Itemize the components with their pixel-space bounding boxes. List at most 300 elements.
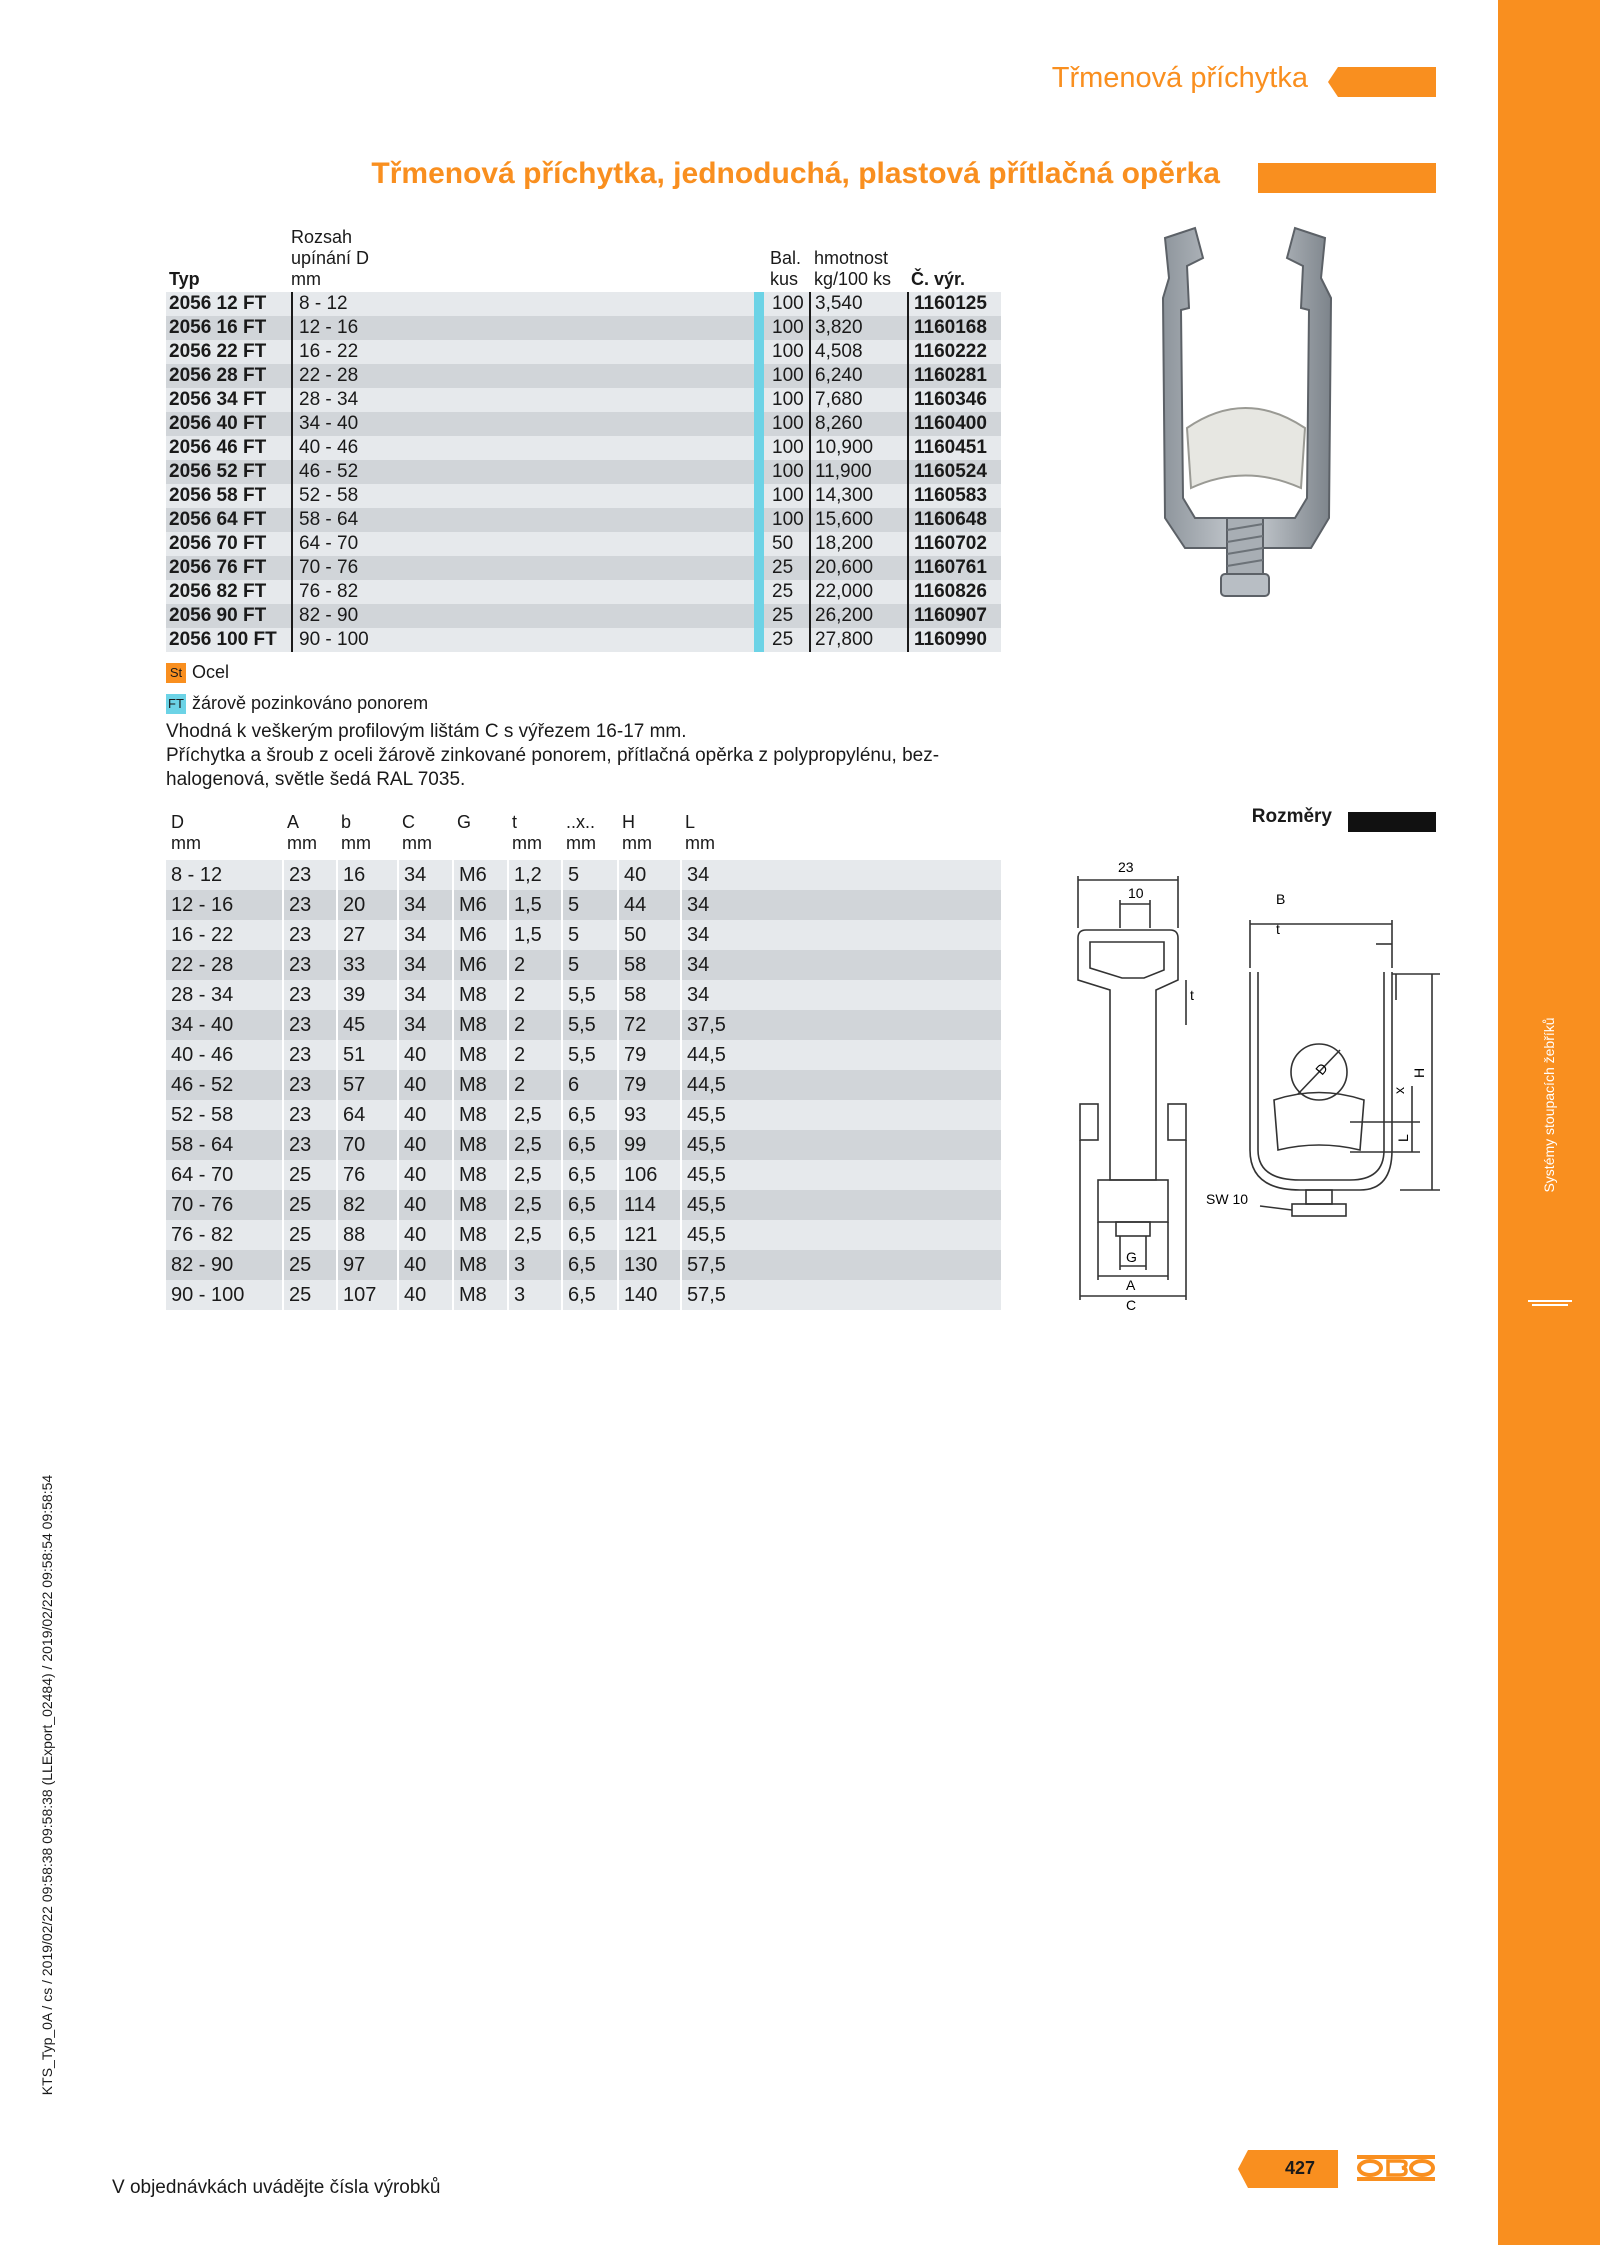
cell-mass: 3,540 [809,292,863,316]
table-row [166,860,1001,890]
cell-code: 1160281 [907,364,987,388]
table-cell: 20 [336,890,365,920]
table-row [166,1010,1001,1040]
cell-mass: 27,800 [809,628,873,652]
table-cell: M8 [452,980,487,1010]
cell-mass: 15,600 [809,508,873,532]
table-cell: 34 [397,920,426,950]
cell-type: 2056 34 FT [169,389,267,410]
table-cell: 57 [336,1070,365,1100]
header-col-name: D [171,812,184,832]
table-cell: 72 [617,1010,646,1040]
footer-note: V objednávkách uvádějte čísla výrobků [112,2177,441,2198]
table-cell: 34 [397,1010,426,1040]
table-cell: 34 [397,980,426,1010]
table-cell: 34 [680,920,709,950]
table-cell: 44,5 [680,1070,726,1100]
cell-range: 58 - 64 [291,508,358,532]
cell-type: 2056 40 FT [169,413,267,434]
table-cell: M8 [452,1010,487,1040]
table-cell: 3 [507,1250,525,1280]
table-cell: 2,5 [507,1160,542,1190]
table-cell: 8 - 12 [171,864,223,886]
cell-range: 52 - 58 [291,484,358,508]
cell-code: 1160222 [907,340,987,364]
table-cell: 33 [336,950,365,980]
table-cell: M8 [452,1190,487,1220]
table-cell: 2 [507,1040,525,1070]
table-row [166,436,1001,460]
table-cell: 5,5 [561,1040,596,1070]
table-row [166,556,1001,580]
table-cell: 40 [397,1040,426,1070]
table-cell: 106 [617,1160,657,1190]
cell-bal: 100 [754,460,804,484]
table-cell: 45,5 [680,1130,726,1160]
header-col-unit: mm [402,833,432,853]
table-cell: M8 [452,1220,487,1250]
table-cell: 40 - 46 [171,1044,234,1066]
cell-range: 46 - 52 [291,460,358,484]
table-cell: 51 [336,1040,365,1070]
dim-label-d: D [1312,1059,1331,1078]
header-col-name: H [622,812,635,832]
table-cell: 39 [336,980,365,1010]
page-number: 427 [1284,2158,1316,2178]
cell-mass: 10,900 [809,436,873,460]
cell-code: 1160400 [907,412,987,436]
table-cell: 6,5 [561,1160,596,1190]
cell-range: 28 - 34 [291,388,358,412]
cell-bal: 100 [754,364,804,388]
cell-type: 2056 22 FT [169,341,267,362]
table-cell: 5,5 [561,1010,596,1040]
table-row [166,604,1001,628]
table-cell: 27 [336,920,365,950]
cell-bal: 100 [754,316,804,340]
header-range: Rozsah upínání D mm [291,227,370,289]
table-cell: 25 [282,1250,311,1280]
cell-mass: 22,000 [809,580,873,604]
table-row [166,1220,1001,1250]
header-bal: Bal. kus [770,248,802,289]
cell-code: 1160524 [907,460,987,484]
table-cell: 34 [397,950,426,980]
product-description [166,720,966,792]
steel-tag: St [166,663,186,683]
table-cell: 46 - 52 [171,1074,234,1096]
table-cell: 23 [282,1040,311,1070]
table-cell: M6 [452,950,487,980]
table-cell: 44,5 [680,1040,726,1070]
cell-code: 1160125 [907,292,987,316]
table-cell: 40 [397,1160,426,1190]
cell-type: 2056 70 FT [169,533,267,554]
dim-label-x: x [1391,1087,1407,1094]
product-photo [1125,218,1365,603]
table-cell: 40 [397,1220,426,1250]
header-code: Č. výr. [911,269,966,289]
table-cell: 40 [397,1190,426,1220]
header-type: Typ [169,269,200,289]
cell-type: 2056 100 FT [169,629,277,650]
table-row [166,950,1001,980]
table-cell: 58 - 64 [171,1134,234,1156]
table-cell: 34 [397,890,426,920]
table-cell: 2,5 [507,1220,542,1250]
table-cell: 37,5 [680,1010,726,1040]
table-cell: M8 [452,1160,487,1190]
table-cell: 34 [680,950,709,980]
table-row [166,340,1001,364]
table-cell: 2 [507,980,525,1010]
table-row [166,1070,1001,1100]
cell-range: 22 - 28 [291,364,358,388]
table-cell: 5 [561,860,579,890]
cell-mass: 4,508 [809,340,863,364]
table-row [166,1280,1001,1310]
print-info: KTS_Typ_0A / cs / 2019/02/22 09:58:38 09:58:38 (LLExport_02484) / 2019/02/22 09:58:54 09:58:54 [39,1474,55,2096]
table-row [166,508,1001,532]
cell-mass: 7,680 [809,388,863,412]
table-cell: 130 [617,1250,657,1280]
cell-mass: 3,820 [809,316,863,340]
steel-label: Ocel [192,662,230,682]
table-cell: 57,5 [680,1280,726,1310]
table-cell: 5,5 [561,980,596,1010]
cell-code: 1160907 [907,604,987,628]
cell-bal: 100 [754,292,804,316]
table-cell: 40 [617,860,646,890]
header-mass: hmotnost kg/100 ks [814,248,892,289]
cell-type: 2056 64 FT [169,509,267,530]
cell-type: 2056 76 FT [169,557,267,578]
table-row [166,1190,1001,1220]
dimensions-table-body [166,860,1001,1310]
table-cell: 23 [282,950,311,980]
header-col-unit: mm [512,833,542,853]
table-cell: M6 [452,920,487,950]
table-cell: M8 [452,1070,487,1100]
table-cell: 45,5 [680,1220,726,1250]
dim-label-23: 23 [1118,859,1134,875]
table-cell: 6,5 [561,1100,596,1130]
dim-label-g: G [1126,1249,1137,1265]
table-cell: 34 [680,980,709,1010]
header-col-unit: mm [171,833,201,853]
header-col-name: t [512,812,518,832]
cell-mass: 18,200 [809,532,873,556]
cell-type: 2056 90 FT [169,605,267,626]
dim-label-10: 10 [1128,885,1144,901]
table-cell: 50 [617,920,646,950]
cell-range: 76 - 82 [291,580,358,604]
cell-type: 2056 16 FT [169,317,267,338]
cell-code: 1160990 [907,628,987,652]
table-cell: M8 [452,1250,487,1280]
table-cell: 23 [282,1010,311,1040]
table-cell: 45,5 [680,1190,726,1220]
table-cell: 40 [397,1250,426,1280]
dim-label-sw: SW 10 [1206,1191,1249,1207]
table-cell: 2,5 [507,1190,542,1220]
cell-bal: 25 [754,556,793,580]
table-cell: 34 - 40 [171,1014,234,1036]
table-cell: 40 [397,1130,426,1160]
cell-range: 82 - 90 [291,604,358,628]
table-cell: 34 [397,860,426,890]
table-cell: 121 [617,1220,657,1250]
header-col-name: ..x.. [566,812,596,832]
ft-tag: FT [166,694,186,714]
cell-range: 90 - 100 [291,628,369,652]
table-cell: 34 [680,860,709,890]
table-row [166,920,1001,950]
cell-type: 2056 58 FT [169,485,267,506]
table-cell: 40 [397,1070,426,1100]
table-cell: 2 [507,1010,525,1040]
table-cell: 93 [617,1100,646,1130]
table-cell: M8 [452,1100,487,1130]
product-table [166,222,1001,652]
cell-range: 34 - 40 [291,412,358,436]
table-cell: 25 [282,1160,311,1190]
cell-code: 1160583 [907,484,987,508]
table-cell: 6,5 [561,1250,596,1280]
table-cell: 107 [336,1280,376,1310]
dimensions-table-header [166,812,1001,860]
cell-code: 1160761 [907,556,987,580]
table-cell: 23 [282,890,311,920]
table-row [166,532,1001,556]
table-cell: 97 [336,1250,365,1280]
cell-bal: 100 [754,436,804,460]
table-cell: 57,5 [680,1250,726,1280]
header-col-name: b [341,812,352,832]
table-cell: 25 [282,1190,311,1220]
dimension-drawing [1060,850,1440,1310]
table-cell: 70 [336,1130,365,1160]
table-row [166,364,1001,388]
table-cell: 23 [282,920,311,950]
header-col-name: A [287,812,300,832]
section-marker-icon [1528,1298,1572,1308]
table-cell: 6,5 [561,1280,596,1310]
dimensions-title: Rozměry [1251,806,1332,827]
table-row [166,628,1001,652]
header-col-unit: mm [685,833,715,853]
table-cell: 25 [282,1220,311,1250]
table-cell: 76 - 82 [171,1224,234,1246]
cell-type: 2056 82 FT [169,581,267,602]
cell-bal: 25 [754,604,793,628]
table-row [166,316,1001,340]
table-cell: 5 [561,920,579,950]
table-row [166,580,1001,604]
cell-code: 1160826 [907,580,987,604]
table-cell: 140 [617,1280,657,1310]
legend-hot-dip [166,692,428,714]
table-row [166,292,1001,316]
cell-bal: 100 [754,412,804,436]
table-cell: 114 [617,1190,656,1220]
section-title-bar [1258,163,1436,193]
dimensions-title-bar [1348,812,1436,832]
cell-bal: 50 [754,532,793,556]
header-col-unit: mm [287,833,317,853]
table-cell: 2 [507,950,525,980]
cell-range: 16 - 22 [291,340,358,364]
header-col-unit: mm [566,833,596,853]
table-row [166,1250,1001,1280]
cell-type: 2056 12 FT [169,293,267,314]
cell-range: 64 - 70 [291,532,358,556]
cell-range: 8 - 12 [291,292,348,316]
table-cell: 34 [680,890,709,920]
table-cell: 58 [617,980,646,1010]
dim-label-h: H [1411,1067,1427,1078]
cell-type: 2056 46 FT [169,437,267,458]
table-cell: 16 [336,860,365,890]
table-row [166,412,1001,436]
legend-steel [166,661,229,683]
cell-mass: 20,600 [809,556,873,580]
table-cell: 23 [282,860,311,890]
table-cell: 23 [282,1130,311,1160]
table-cell: M6 [452,860,487,890]
header-col-name: G [457,812,472,832]
header-col-unit: mm [622,833,652,853]
cell-bal: 25 [754,580,793,604]
table-cell: 25 [282,1280,311,1310]
product-table-body [166,292,1001,652]
page-header-title: Třmenová příchytka [1051,62,1308,94]
cell-bal: 100 [754,388,804,412]
table-cell: 1,5 [507,920,542,950]
dim-label-c: C [1126,1297,1137,1310]
cell-bal: 100 [754,340,804,364]
sidebar-section-label: Systémy stoupacích žebříků [1541,1017,1557,1193]
cell-type: 2056 28 FT [169,365,267,386]
table-cell: 64 [336,1100,365,1130]
table-cell: 1,2 [507,860,542,890]
dim-label-a: A [1126,1277,1136,1293]
table-cell: 5 [561,950,579,980]
table-cell: 5 [561,890,579,920]
table-row [166,484,1001,508]
table-cell: 79 [617,1040,646,1070]
header-col-name: C [402,812,415,832]
cell-mass: 8,260 [809,412,863,436]
dim-label-b: B [1276,891,1286,907]
description-line: Příchytka a šroub z oceli žárově zinkované ponorem, přítlačná opěrka z polypropylénu, bez- [166,745,940,766]
cell-range: 40 - 46 [291,436,358,460]
cell-type: 2056 52 FT [169,461,267,482]
table-cell: 45 [336,1010,365,1040]
table-cell: 2 [507,1070,525,1100]
table-cell: 28 - 34 [171,984,234,1006]
cell-code: 1160702 [907,532,987,556]
table-cell: 1,5 [507,890,542,920]
header-tab-shape [1328,67,1436,97]
table-cell: 44 [617,890,646,920]
dim-label-t-side: t [1190,987,1194,1003]
table-cell: 79 [617,1070,646,1100]
ft-label: žárově pozinkováno ponorem [192,693,429,713]
table-cell: 2,5 [507,1100,542,1130]
table-cell: 82 [336,1190,365,1220]
cell-bal: 100 [754,508,804,532]
table-cell: 45,5 [680,1160,726,1190]
obo-logo [1356,2152,1436,2184]
table-cell: 40 [397,1280,426,1310]
table-cell: 58 [617,950,646,980]
table-cell: 23 [282,980,311,1010]
cell-mass: 26,200 [809,604,873,628]
description-line: halogenová, světle šedá RAL 7035. [166,769,466,790]
cell-code: 1160451 [907,436,987,460]
cell-bal: 100 [754,484,804,508]
section-title: Třmenová příchytka, jednoduchá, plastová přítlačná opěrka [371,157,1220,190]
table-cell: 16 - 22 [171,924,234,946]
table-cell: 6 [561,1070,579,1100]
table-row [166,388,1001,412]
header-col-unit: mm [341,833,371,853]
cell-mass: 11,900 [809,460,872,484]
table-cell: 3 [507,1280,525,1310]
table-cell: 6,5 [561,1190,596,1220]
product-table-header [166,222,1001,292]
cell-code: 1160346 [907,388,987,412]
table-row [166,460,1001,484]
cell-code: 1160168 [907,316,987,340]
table-cell: M8 [452,1130,487,1160]
table-cell: M8 [452,1280,487,1310]
table-cell: 76 [336,1160,365,1190]
table-cell: 82 - 90 [171,1254,234,1276]
dimensions-table [166,812,1001,1310]
table-cell: 70 - 76 [171,1194,234,1216]
table-cell: 22 - 28 [171,954,234,976]
dim-label-l: L [1395,1134,1411,1142]
cell-bal: 25 [754,628,793,652]
table-row [166,980,1001,1010]
table-cell: 6,5 [561,1220,596,1250]
cell-mass: 6,240 [809,364,863,388]
table-cell: 6,5 [561,1130,596,1160]
description-line: Vhodná k veškerým profilovým lištám C s výřezem 16-17 mm. [166,721,687,742]
table-cell: 23 [282,1100,311,1130]
cell-code: 1160648 [907,508,987,532]
table-row [166,1040,1001,1070]
table-cell: 88 [336,1220,365,1250]
table-cell: 64 - 70 [171,1164,234,1186]
table-cell: 23 [282,1070,311,1100]
table-cell: 52 - 58 [171,1104,234,1126]
table-cell: 90 - 100 [171,1284,245,1306]
table-cell: 2,5 [507,1130,542,1160]
cell-range: 12 - 16 [291,316,358,340]
header-col-name: L [685,812,696,832]
table-cell: 45,5 [680,1100,726,1130]
dim-label-t: t [1276,921,1280,937]
cell-range: 70 - 76 [291,556,358,580]
table-cell: 12 - 16 [171,894,234,916]
table-row [166,890,1001,920]
table-cell: 40 [397,1100,426,1130]
table-cell: 99 [617,1130,646,1160]
table-row [166,1100,1001,1130]
